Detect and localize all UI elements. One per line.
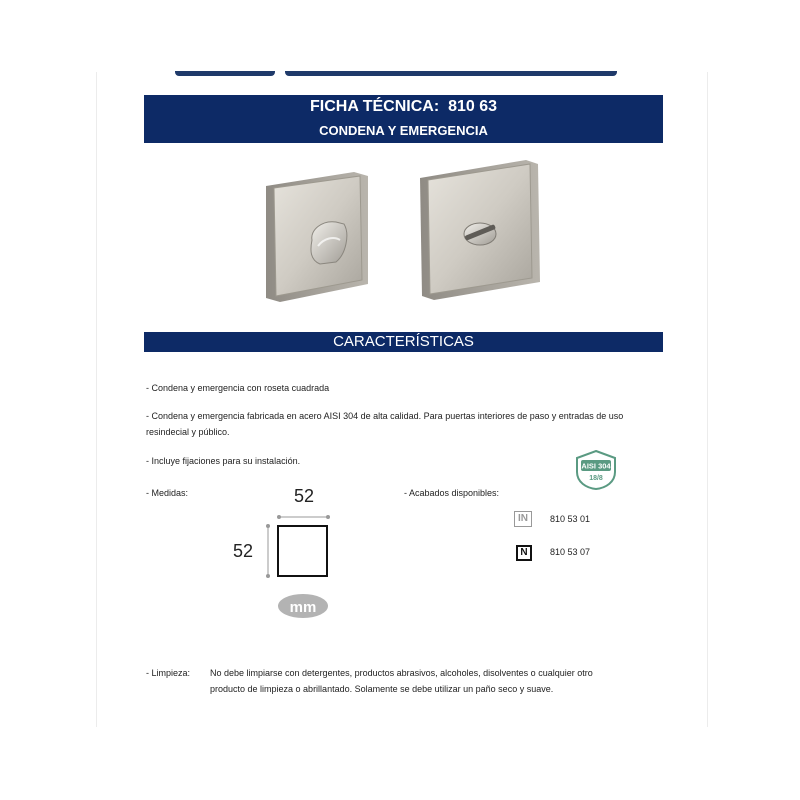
feature-item: - Incluye fijaciones para su instalación. — [146, 456, 301, 466]
section-header: CARACTERÍSTICAS — [144, 332, 663, 352]
width-label: 52 — [293, 486, 315, 506]
cleaning-label: - Limpieza: — [146, 668, 191, 678]
finish-option — [514, 544, 634, 562]
height-label: 52 — [232, 541, 254, 561]
finish-option — [514, 511, 634, 529]
finish-code-box: IN — [514, 511, 532, 527]
finish-code-box: N — [516, 545, 532, 561]
product-image — [264, 158, 544, 308]
finishes-label: - Acabados disponibles: — [404, 488, 500, 498]
square-outline — [278, 526, 327, 576]
rosette-emergency — [420, 160, 540, 300]
dimension-diagram — [228, 480, 338, 620]
feature-item: - Condena y emergencia con roseta cuadrada — [146, 383, 330, 393]
feature-item: - Condena y emergencia fabricada en acero AISI 304 de alta calidad. Para puertas interiores de paso y entradas de uso resindecial y público. — [146, 411, 624, 437]
badge-line2: 18/8 — [589, 475, 603, 482]
rosette-thumb-turn — [266, 172, 368, 302]
measures-label: - Medidas: — [146, 488, 189, 498]
cleaning-text: No debe limpiarse con detergentes, productos abrasivos, alcoholes, disolventes o cualquier otro producto de limpieza o abrillantado. Solamente se debe utilizar un paño seco y suave. — [210, 668, 593, 694]
badge-line1: AISI 304 — [581, 461, 611, 471]
finish-reference: 810 53 07 — [550, 547, 591, 557]
aisi-304-badge — [574, 450, 618, 490]
page-title: FICHA TÉCNICA: 810 63 — [310, 98, 497, 115]
finish-reference: 810 53 01 — [550, 514, 591, 524]
unit-label: mm — [289, 599, 317, 616]
top-tab-left — [175, 71, 275, 76]
title-band — [144, 95, 663, 143]
page-subtitle: CONDENA Y EMERGENCIA — [319, 123, 488, 138]
top-tab-right — [285, 71, 617, 76]
